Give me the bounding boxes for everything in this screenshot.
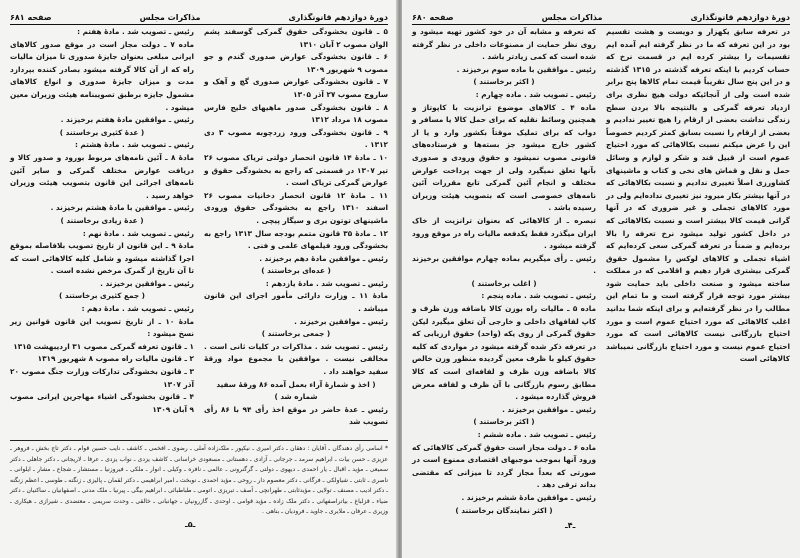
paragraph: ( اخذ و شمارهٔ آراء بعمل آمده ۸۶ ورقهٔ سفید شماره شد ) bbox=[216, 379, 376, 402]
right-page-columns bbox=[412, 26, 790, 517]
right-page-left-column bbox=[412, 26, 596, 517]
left-header-title: مذاکرات مجلس bbox=[139, 13, 201, 22]
header-rule bbox=[412, 24, 790, 25]
paragraph: رئیس ـ موافقین برخیزند . bbox=[294, 316, 388, 326]
left-header-period: دورهٔ دوازدهم قانونگذاری bbox=[288, 13, 388, 22]
paragraph: ۱۱ ـ مادهٔ ۱۲ قانون انحصار دخانیات مصوب ۲۶ اسفند ۱۳۱۰ راجع به بخشودگی حقوق ورودی ماشینهای توتون بری و سیگار پیچی . bbox=[204, 190, 388, 225]
paragraph: ( عدهٔ کثیری برخاستند ) bbox=[59, 127, 145, 137]
right-header-title: مذاکرات مجلس bbox=[541, 13, 603, 22]
paragraph: ۴ ـ قانون بخشودگی اشیاء مهاجرین ایرانی مصوب ۹ آبان ۱۳۰۹ bbox=[10, 392, 194, 414]
paragraph: ( اکثر برخاستند ) bbox=[473, 417, 535, 427]
left-page bbox=[0, 0, 398, 558]
left-page-columns bbox=[10, 26, 388, 429]
paragraph: ۵ ـ قانون بخشودگی حقوق گمرکی گوسفند پشم الوان مصوب ۲ آبان ۱۳۱۰ bbox=[204, 27, 388, 49]
right-page bbox=[402, 0, 800, 558]
paragraph: مادهٔ ۱۰ ـ از تاریخ تصویب این قانون قوانین زیر نسخ میشود : bbox=[10, 316, 195, 339]
paragraph: در تعرفه سابق یکهزار و دویست و هشت تقسیم بود در این تعرفه که ما در نظر گرفته ایم آمده ایم تقسیمات را بیشتر کرده ایم در قسمت نرخ که حساب کردیم با اینکه تعرفه گذشته در ۱۳۱۵ گذشته و در این پنج سال تقریباً قیمت تمام کالاها پنج برابر شده است ولی از آنجائیکه دولت هیچ نظری برای ازدیاد تعرفه گمرکی و بالنتیجه بالا بردن سطح زندگی نداشت بعضی از ارقام را هیچ تغییر ندادیم و بعضی از ارقام را نسبت بسابق کمتر کردیم خصوصاً این را عرض میکنم نسبت بکالاهائی که مورد احتیاج عموم است از قبیل قند و شکر و لوازم و وسائل حمل و نقل و قماش های نخی و کتاب و ماشینهای کشاورزی اصلاً تغییری ندادیم و نسبت بکالاهائی که در آنها بیشتر بکار میرود نیز تغییری نداده‌ایم ولی در مورد کالاهای تجملی و غیر ضروری که در آنها گرانی قیمت کالا بیشتر است و نسبت بکالاهائی که در داخل کشور تولید میشود نرخ تعرفه را بالا برده‌ایم و ضمناً در تعرفه گمرکی سعی کرده‌ایم که اشیاء تجملی و کالاهای لوکس را مشمول حقوق گمرکی بیشتری قرار دهیم و اقلامی که در مملکت ساخته میشود و صنعت داخلی باید حمایت شود بیشتر مورد توجه قرار گرفته است و ما تمام این مطالب را در نظر گرفته‌ایم و برای اینکه شما بدانید اغلب کالاهائی که مورد احتیاج عموم است و مورد احتیاج بازرگانی نیست کالاهائی است که مورد احتیاج عموم نیست و مورد احتیاج بازرگانی نمیباشد کالاهائی است bbox=[606, 27, 790, 364]
paragraph: رئیس ـ تصویب شد . ماده ششم : bbox=[477, 430, 596, 439]
paragraph: ( جمع کثیری برخاستند ) bbox=[58, 291, 146, 301]
paragraph: رئیس ـ تصویب شد . مادهٔ دهم : bbox=[81, 304, 194, 314]
paragraph: ( اکثر نمایندگان برخاستند ) bbox=[455, 505, 553, 515]
right-header-period: دورهٔ دوازدهم قانونگذاری bbox=[690, 13, 790, 22]
left-page-right-column bbox=[204, 26, 388, 429]
header-rule bbox=[10, 24, 388, 25]
paragraph: رئیس ـ تصویب شد . ماده پنجم : bbox=[481, 291, 596, 301]
paragraph: ( عده‌ای برخاستند ) bbox=[261, 266, 331, 276]
paragraph: رئیس ـ تصویب شد . مادهٔ نهم : bbox=[82, 228, 194, 238]
paragraph: ۸ ـ قانون بخشودگی صدور ماهیهای خلیج فارس مصوب ۱۸ مرداد ۱۳۱۲ bbox=[204, 102, 388, 125]
paragraph: تبصره ـ از کالاهائی که بعنوان ترانزیت از خاک ایران میگذرد فقط یکدفعه مالیات راه در موقع ورود گرفته میشود . bbox=[412, 215, 596, 251]
paragraph: رئیس ـ تصویب شد . مادهٔ هفتم : bbox=[77, 27, 194, 36]
right-page-header bbox=[412, 10, 790, 22]
paragraph: ( اکثر برخاستند ) bbox=[473, 77, 535, 87]
paragraph: ( اغلب برخاستند ) bbox=[471, 278, 537, 288]
paragraph: ۳ ـ قانون بخشودگی تدارکات وزارت جنگ مصوب ۲۰ آذر ۱۳۰۷ bbox=[10, 367, 194, 389]
paragraph: ( جمعی برخاستند ) bbox=[261, 329, 331, 339]
left-page-left-column bbox=[10, 26, 194, 429]
paragraph: ماده ۴ ـ کالاهای موضوع ترانزیت با کاپوتاژ و همچنین وسائط نقلیه که برای حمل کالا یا مسافر و دواب که برای تملیک موقتاً بکشور وارد و یا از کشور خارج میشود جز بسته‌ها و فرستاده‌های قانونی مصوب نمیشود و حقوق ورودی و صدوری بآنها تعلق نمیگیرد ولی از جهت پرداخت عوارض مختلف و انجام آئین گمرکی تابع مقررات آئین نامه‌های خصوصی است که بتصویب هیئت وزیران رسیده باشد . bbox=[412, 102, 596, 213]
paragraph: ماده ۶ ـ دولت مجاز است حقوق گمرکی کالاهائی که ورود آنها بموجب موجبهای اقتصادی ممنوع است در صورتی که بعداً مجاز گردد تا میزانی که مقتضی بداند ترقی دهد . bbox=[412, 442, 596, 490]
paragraph: ۲ ـ قانون مالیات راه مصوب ۸ شهریور ۱۳۱۹ bbox=[37, 354, 194, 364]
paragraph: ماده ۵ ـ مالیات راه بوزن کالا باضافه وزن ظرف و کاپ لفافهای داخلی و خارجی آن تعلق میگیرد لیکن حقوق گمرکی از روی یکه (واحد) حقوق ارزیابی که در تعرفه ذکر شده گرفته میشود در مواردی که کلیه حقوق کیلو با ظرف معین گردیده منظور وزن خالص کالا باضافه وزن ظرف و لفافه‌ای است که کالا مطابق رسوم بازرگانی با آن ظرف و لفافه معرض فروش گذارده میشود . bbox=[412, 304, 596, 402]
paragraph: مادهٔ ۸ ـ آئین نامه‌های مربوط بورود و صدور کالا و دریافت عوارض مختلف گمرکی و سایر آئین نامه‌های اجرائی این قانون بتصویب هیئت وزیران خواهد رسید . bbox=[10, 152, 194, 200]
paragraph: رئیس ـ موافقین با ماده سوم برخیزند . bbox=[456, 64, 596, 74]
paragraph: ۱ ـ قانون تعرفه گمرکی مصوب ۳۱ اردیبهشت ۱۳۱۵ bbox=[13, 341, 194, 351]
right-header-page-number: صفحه ۶۸۰ bbox=[412, 13, 454, 22]
paragraph: رئیس ـ موافقین برخیزند . bbox=[100, 278, 194, 288]
left-page-folio: ـ۵ـ bbox=[185, 520, 196, 529]
paragraph: رئیس ـ موافقین مادهٔ هفتم برخیزند . bbox=[60, 115, 194, 125]
paragraph: رئیس ـ موافقین مادهٔ ششم برخیزند . bbox=[461, 492, 596, 502]
paragraph: ۱۰ ـ مادهٔ ۱۴ قانون انحصار دولتی تریاک مصوب ۲۶ تیر ۱۳۰۷ در قسمتی که راجع به بخشودگی حقوق و عوارض گمرکی تریاک است . bbox=[204, 152, 388, 188]
paragraph: ۱۲ ـ مادهٔ ۳۵ قانون متمم بودجه سال ۱۳۱۳ راجع به بخشودگی ورود فیلمهای علمی و فنی . bbox=[204, 228, 388, 251]
right-page-right-column bbox=[606, 26, 790, 517]
paragraph: ۷ ـ قانون بخشودگی عوارض صدوری گچ و آهک و ساروج مصوب ۲۷ آذر ۱۳۰۵ bbox=[204, 77, 388, 99]
paragraph: که تعرفه و مشابه آن در خود کشور تهیه میشود و روی نظر حمایت از مصنوعات داخلی در نظر گرفته شده است که کمی زیادتر باشد . bbox=[412, 27, 596, 62]
paragraph: رئیس ـ رأی میگیریم بماده چهارم موافقین برخیزند . bbox=[412, 253, 596, 276]
voters-footnote: * اسامی رأی دهندگان ـ آقایان : دهقان ـ دکتر امیری ـ نیکپور ـ ملک‌زاده آملی ـ رضوی ـ افخمی ـ کاشف ـ نایب حسین قوام ـ دکتر تاج بخش ـ فروهر ـ عزیزی ـ حسن بیات ـ ابراهیم سرمد ـ جرجانی ـ آزادی ـ دهستانی ـ مسعودی خراسانی ـ کاشف یزدی ـ نواب یزدی ـ عرفا ـ لاریجانی ـ دکتر جاهلی ـ دکتر سمیعی ـ مؤید ـ اقبال ـ یار احمدی ـ دیهوی ـ دولتی ـ گرگنرونی ـ عالمی ـ نافره ـ وکیلی ـ انوار ـ ملکی ـ فیروزنیا ـ مستشار ـ شجاع ـ مشار ـ ایلوانی ـ ناصری ـ ثابتی ـ شیاولکی ـ فرگانی ـ دکتر معصوم دار ـ روحی ـ مؤید احمدی ـ نوبخت ـ امیر ابراهیمی ـ دکتر لقمان ـ پالیزی ـ زنگنه ـ طوسی ـ اعظم زنگنه ـ دکتر ادیب ـ مصنف ـ تولایی ـ مؤیدثابتی ـ طهرانچی ـ آصف ـ تبریزی ـ اتومی ـ طباطبائی ـ ابراهیم بیگی ـ پیرنیا ـ ملک مدنی ـ اصفهانیان ـ ساکنیان ـ دکتر ضیاء ـ قزلباغ ـ بیاتراصفهانی ـ دکتر ملک زاده ـ مؤید قوامی ـ اوحدی ـ گازرونیان ـ جهانبانی ـ خالقی ـ وحدت سریمی ـ معتضدی ـ شیرازی ـ هیکاری ـ وزیری ـ عرفان ـ ملایری ـ جاوید ـ فرودیان ـ بناهی . bbox=[10, 440, 388, 518]
paragraph: ۹ ـ قانون بخشودگی ورود زردچوبه مصوب ۳ دی ۱۳۱۲ . bbox=[204, 127, 388, 150]
paragraph: رئیس ـ موافقین برخیزند . bbox=[502, 404, 596, 414]
left-header-page-number: صفحه ۶۸۱ bbox=[10, 13, 52, 22]
paragraph: رئیس ـ تصویب شد . مادهٔ هشتم : bbox=[74, 140, 194, 150]
paragraph: رئیس ـ تصویب شد . مادهٔ یازدهم : bbox=[265, 278, 388, 288]
paragraph: رئیس ـ موافقین مادهٔ دهم برخیزند . bbox=[259, 253, 388, 263]
right-page-folio: ـ۴ـ bbox=[565, 521, 576, 530]
paragraph: ( عدهٔ زیادی برخاستند ) bbox=[60, 215, 144, 225]
paragraph: رئیس ـ موافقین با مادهٔ هشتم برخیزند . bbox=[50, 203, 194, 213]
paragraph: ۶ ـ قانون بخشودگی عوارض صدوری گندم و جو مصوب ۹ شهریور ۱۳۰۹ bbox=[204, 52, 388, 74]
paragraph: رئیس ـ تصویب شد . مذاکرات در کلیات ثانی است . مخالفی نیست . موافقین با مجموع مواد ورقهٔ سفید خواهند داد . bbox=[204, 341, 388, 377]
paragraph: ماده ۷ ـ دولت مجاز است در موقع صدور کالاهای ایرانی مبلغی بعنوان جایزهٔ صدوری تا میزان مالیات راه که از آن کالا گرفته میشود بصادر کننده بپردازد مدت و میزان جایزهٔ صدوری و انواع کالاهای مشمول جایزه برطبق تصویبنامه هیئت وزیران معین میشود . bbox=[10, 39, 194, 112]
paragraph: رئیس ـ تصویب شد . ماده چهارم : bbox=[475, 89, 596, 99]
paragraph: رئیس ـ عدهٔ حاضر در موقع اخذ رأی ۹۴ با ۸۶ رأی تصویب شد bbox=[204, 404, 388, 427]
paragraph: مادهٔ ۱۱ ـ وزارت دارائی مأمور اجرای این قانون میباشد . bbox=[204, 291, 388, 314]
paragraph: مادهٔ ۹ ـ این قانون از تاریخ تصویب بلافاصله بموقع اجرا گذاشته میشود و شامل کلیه کالاهائی است که تا آن تاریخ از گمرک مرخص نشده است . bbox=[10, 241, 194, 276]
left-page-header bbox=[10, 10, 388, 22]
